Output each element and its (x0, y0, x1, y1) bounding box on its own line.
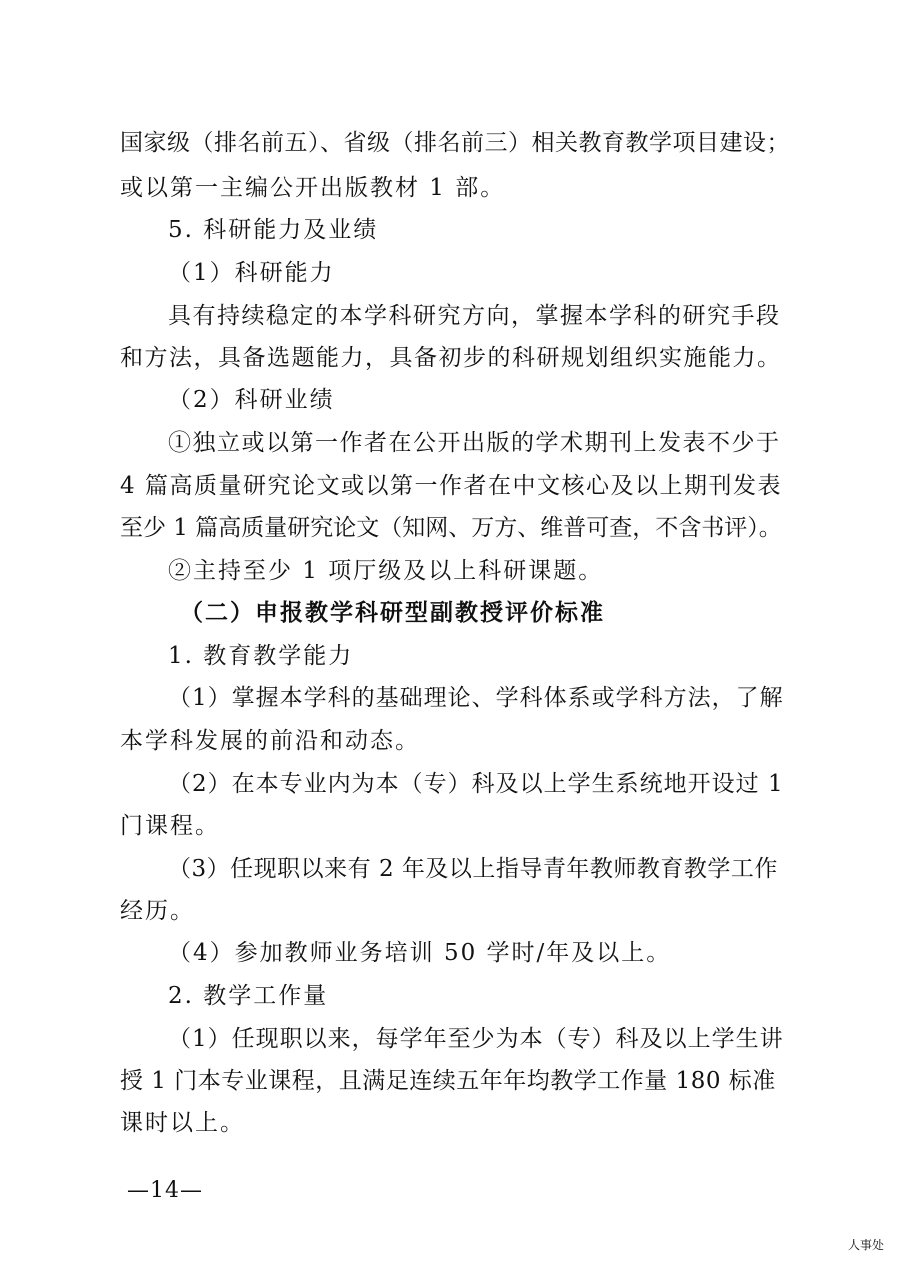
text-line: 国家级（排名前五）、省级（排名前三）相关教育教学项目建设； (120, 130, 790, 156)
text-line: 经历。 (120, 898, 195, 924)
text-line: （1）掌握本学科的基础理论、学科体系或学科方法，了解 (168, 685, 784, 711)
text-line: 4 篇高质量研究论文或以第一作者在中文核心及以上期刊发表 (120, 473, 782, 499)
subsection-heading: （2）科研业绩 (168, 387, 335, 413)
text-line: ②主持至少 1 项厅级及以上科研课题。 (168, 558, 604, 584)
chapter-heading: （二）申报教学科研型副教授评价标准 (180, 599, 605, 626)
text-line: （3）任现职以来有 2 年及以上指导青年教师教育教学工作 (168, 856, 778, 882)
text-line: 本学科发展的前沿和动态。 (120, 728, 420, 754)
subsection-heading: （1）科研能力 (168, 260, 335, 286)
section-heading: 1. 教育教学能力 (168, 643, 354, 669)
section-heading: 5. 科研能力及业绩 (168, 217, 379, 243)
text-line: （1）任现职以来，每学年至少为本（专）科及以上学生讲 (168, 1026, 784, 1052)
section-heading: 2. 教学工作量 (168, 983, 329, 1009)
text-line: 至少 1 篇高质量研究论文（知网、万方、维普可查，不含书评）。 (120, 515, 782, 541)
corner-mark: 人事处 (848, 1238, 885, 1252)
text-line: 具有持续稳定的本学科研究方向，掌握本学科的研究手段 (168, 303, 781, 329)
text-line: （2）在本专业内为本（专）科及以上学生系统地开设过 1 (168, 771, 784, 797)
text-line: 课时以上。 (120, 1110, 245, 1136)
page-number: —14— (127, 1178, 203, 1203)
text-line: 门课程。 (120, 813, 220, 839)
text-line: 授 1 门本专业课程，且满足连续五年年均教学工作量 180 标准 (120, 1068, 776, 1094)
text-line: （4）参加教师业务培训 50 学时/年及以上。 (168, 940, 672, 966)
text-line: 或以第一主编公开出版教材 1 部。 (120, 175, 506, 201)
text-line: 和方法，具备选题能力，具备初步的科研规划组织实施能力。 (120, 345, 782, 371)
text-line: ①独立或以第一作者在公开出版的学术期刊上发表不少于 (168, 430, 781, 456)
